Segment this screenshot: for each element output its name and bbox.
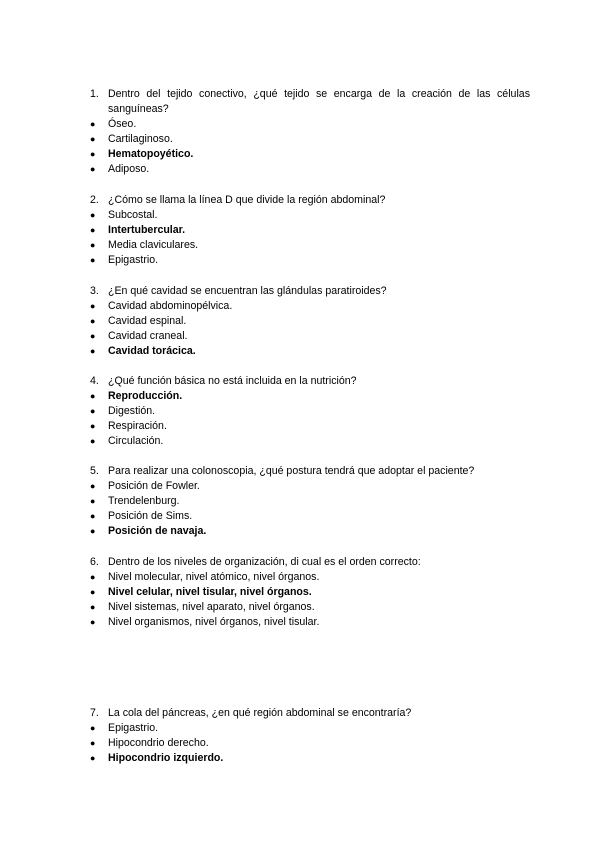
answer-option bbox=[90, 479, 530, 494]
question bbox=[90, 284, 530, 299]
bullet-icon: ● bbox=[90, 496, 96, 506]
answer-text: Nivel molecular, nivel atómico, nivel órganos. bbox=[108, 571, 320, 583]
answer-option bbox=[90, 299, 530, 314]
question-text: Dentro del tejido conectivo, ¿qué tejido se encarga de la creación de las células sanguíneas? bbox=[108, 88, 530, 115]
answer-option bbox=[90, 419, 530, 434]
answer-option bbox=[90, 208, 530, 223]
answer-text: Epigastrio. bbox=[108, 722, 159, 734]
answer-text: Posición de navaja. bbox=[108, 525, 207, 537]
question-number: 2. bbox=[90, 194, 99, 206]
question-number: 7. bbox=[90, 707, 99, 719]
answer-text: Cavidad abdominopélvica. bbox=[108, 300, 233, 312]
bullet-icon: ● bbox=[90, 391, 96, 401]
question-block bbox=[90, 87, 530, 177]
question-block bbox=[90, 555, 530, 630]
bullet-icon: ● bbox=[90, 149, 96, 159]
question bbox=[90, 555, 530, 570]
bullet-icon: ● bbox=[90, 723, 96, 733]
answer-text: Respiración. bbox=[108, 420, 167, 432]
answer-option bbox=[90, 570, 530, 585]
answer-option bbox=[90, 721, 530, 736]
answer-option bbox=[90, 253, 530, 268]
answer-option-correct bbox=[90, 147, 530, 162]
bullet-icon: ● bbox=[90, 225, 96, 235]
answer-option bbox=[90, 132, 530, 147]
answer-option bbox=[90, 314, 530, 329]
bullet-icon: ● bbox=[90, 119, 96, 129]
question-text: Dentro de los niveles de organización, di cual es el orden correcto: bbox=[108, 556, 421, 568]
answer-text: Posición de Fowler. bbox=[108, 480, 200, 492]
answer-text: Nivel celular, nivel tisular, nivel órganos. bbox=[108, 586, 312, 598]
question bbox=[90, 87, 530, 117]
question-number: 4. bbox=[90, 375, 99, 387]
answer-option-correct bbox=[90, 344, 530, 359]
answer-text: Intertubercular. bbox=[108, 224, 186, 236]
answer-option bbox=[90, 117, 530, 132]
answer-option-correct bbox=[90, 751, 530, 766]
answer-text: Hipocondrio derecho. bbox=[108, 737, 209, 749]
answer-option bbox=[90, 615, 530, 630]
answer-text: Óseo. bbox=[108, 118, 137, 130]
bullet-icon: ● bbox=[90, 240, 96, 250]
bullet-icon: ● bbox=[90, 738, 96, 748]
question-text: La cola del páncreas, ¿en qué región abdominal se encontraría? bbox=[108, 707, 412, 719]
bullet-icon: ● bbox=[90, 301, 96, 311]
answer-text: Trendelenburg. bbox=[108, 495, 180, 507]
answer-text: Epigastrio. bbox=[108, 254, 159, 266]
bullet-icon: ● bbox=[90, 526, 96, 536]
question-text: ¿Cómo se llama la línea D que divide la región abdominal? bbox=[108, 194, 386, 206]
question bbox=[90, 706, 530, 721]
question-number: 6. bbox=[90, 556, 99, 568]
answer-text: Digestión. bbox=[108, 405, 156, 417]
bullet-icon: ● bbox=[90, 436, 96, 446]
answer-option bbox=[90, 162, 530, 177]
answer-text: Subcostal. bbox=[108, 209, 158, 221]
bullet-icon: ● bbox=[90, 511, 96, 521]
answer-text: Cavidad espinal. bbox=[108, 315, 187, 327]
question-number: 5. bbox=[90, 465, 99, 477]
answer-option bbox=[90, 509, 530, 524]
answer-text: Hematopoyético. bbox=[108, 148, 194, 160]
answer-option bbox=[90, 494, 530, 509]
answer-option bbox=[90, 238, 530, 253]
bullet-icon: ● bbox=[90, 316, 96, 326]
question-number: 3. bbox=[90, 285, 99, 297]
question-text: ¿En qué cavidad se encuentran las glándulas paratiroides? bbox=[108, 285, 387, 297]
question-block bbox=[90, 193, 530, 268]
answer-text: Nivel organismos, nivel órganos, nivel tisular. bbox=[108, 616, 320, 628]
bullet-icon: ● bbox=[90, 331, 96, 341]
question-text: Para realizar una colonoscopia, ¿qué postura tendrá que adoptar el paciente? bbox=[108, 465, 475, 477]
bullet-icon: ● bbox=[90, 346, 96, 356]
answer-text: Cavidad torácica. bbox=[108, 345, 196, 357]
question-text: ¿Qué función básica no está incluida en la nutrición? bbox=[108, 375, 357, 387]
answer-option-correct bbox=[90, 524, 530, 539]
question bbox=[90, 374, 530, 389]
answer-text: Nivel sistemas, nivel aparato, nivel órganos. bbox=[108, 601, 315, 613]
answer-option bbox=[90, 329, 530, 344]
answer-option bbox=[90, 404, 530, 419]
bullet-icon: ● bbox=[90, 602, 96, 612]
answer-option-correct bbox=[90, 223, 530, 238]
answer-option bbox=[90, 600, 530, 615]
question-block bbox=[90, 284, 530, 359]
bullet-icon: ● bbox=[90, 481, 96, 491]
question-block bbox=[90, 374, 530, 449]
bullet-icon: ● bbox=[90, 421, 96, 431]
question-block bbox=[90, 464, 530, 539]
answer-text: Hipocondrio izquierdo. bbox=[108, 752, 224, 764]
answer-option bbox=[90, 736, 530, 751]
answer-option bbox=[90, 434, 530, 449]
question-number: 1. bbox=[90, 88, 99, 100]
question bbox=[90, 193, 530, 208]
bullet-icon: ● bbox=[90, 617, 96, 627]
question bbox=[90, 464, 530, 479]
answer-text: Cartilaginoso. bbox=[108, 133, 173, 145]
answer-text: Reproducción. bbox=[108, 390, 183, 402]
bullet-icon: ● bbox=[90, 210, 96, 220]
bullet-icon: ● bbox=[90, 255, 96, 265]
answer-text: Posición de Sims. bbox=[108, 510, 193, 522]
answer-text: Cavidad craneal. bbox=[108, 330, 188, 342]
bullet-icon: ● bbox=[90, 164, 96, 174]
bullet-icon: ● bbox=[90, 406, 96, 416]
answer-text: Media claviculares. bbox=[108, 239, 199, 251]
bullet-icon: ● bbox=[90, 134, 96, 144]
answer-text: Adiposo. bbox=[108, 163, 150, 175]
answer-text: Circulación. bbox=[108, 435, 164, 447]
bullet-icon: ● bbox=[90, 587, 96, 597]
bullet-icon: ● bbox=[90, 753, 96, 763]
answer-option-correct bbox=[90, 585, 530, 600]
bullet-icon: ● bbox=[90, 572, 96, 582]
question-block bbox=[90, 706, 530, 766]
answer-option-correct bbox=[90, 389, 530, 404]
